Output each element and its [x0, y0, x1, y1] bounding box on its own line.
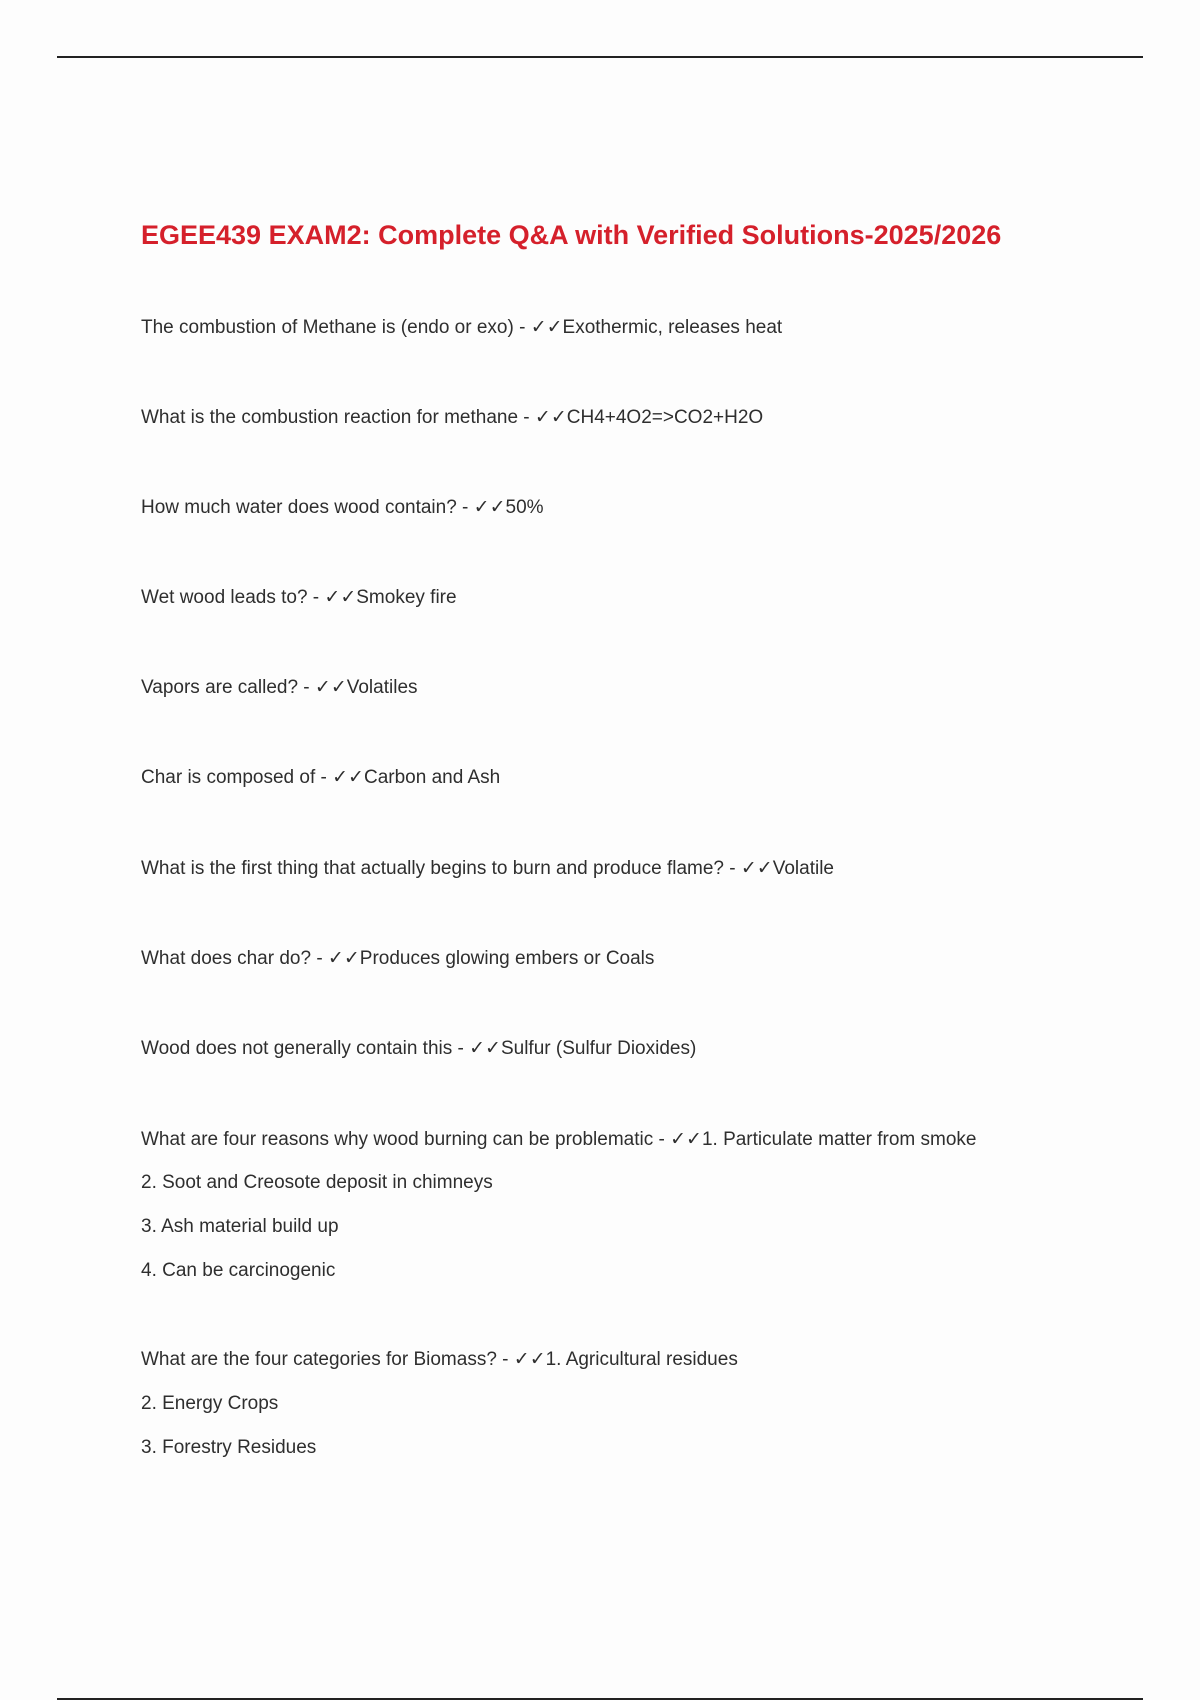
qa-line: What are the four categories for Biomass? - ✓✓1. Agricultural residues: [141, 1349, 738, 1370]
qa-line: What are four reasons why wood burning can be problematic - ✓✓1. Particulate matter from smoke: [141, 1129, 977, 1150]
list-item: 4. Can be carcinogenic: [141, 1260, 336, 1281]
qa-line: Wet wood leads to? - ✓✓Smokey fire: [141, 587, 457, 608]
qa-line: Vapors are called? - ✓✓Volatiles: [141, 677, 418, 698]
list-item: 3. Ash material build up: [141, 1216, 339, 1237]
top-rule: [57, 56, 1143, 58]
qa-line: What is the first thing that actually begins to burn and produce flame? - ✓✓Volatile: [141, 858, 834, 879]
document-title: EGEE439 EXAM2: Complete Q&A with Verified Solutions-2025/2026: [141, 220, 1002, 250]
qa-line: What is the combustion reaction for methane - ✓✓CH4+4O2=>CO2+H2O: [141, 407, 764, 428]
qa-line: Wood does not generally contain this - ✓✓Sulfur (Sulfur Dioxides): [141, 1038, 697, 1059]
qa-line: How much water does wood contain? - ✓✓50%: [141, 497, 544, 518]
list-item: 2. Soot and Creosote deposit in chimneys: [141, 1172, 493, 1193]
list-item: 2. Energy Crops: [141, 1393, 279, 1414]
list-item: 3. Forestry Residues: [141, 1437, 317, 1458]
qa-line: The combustion of Methane is (endo or exo) - ✓✓Exothermic, releases heat: [141, 317, 783, 338]
qa-line: Char is composed of - ✓✓Carbon and Ash: [141, 767, 501, 788]
qa-line: What does char do? - ✓✓Produces glowing embers or Coals: [141, 948, 655, 969]
